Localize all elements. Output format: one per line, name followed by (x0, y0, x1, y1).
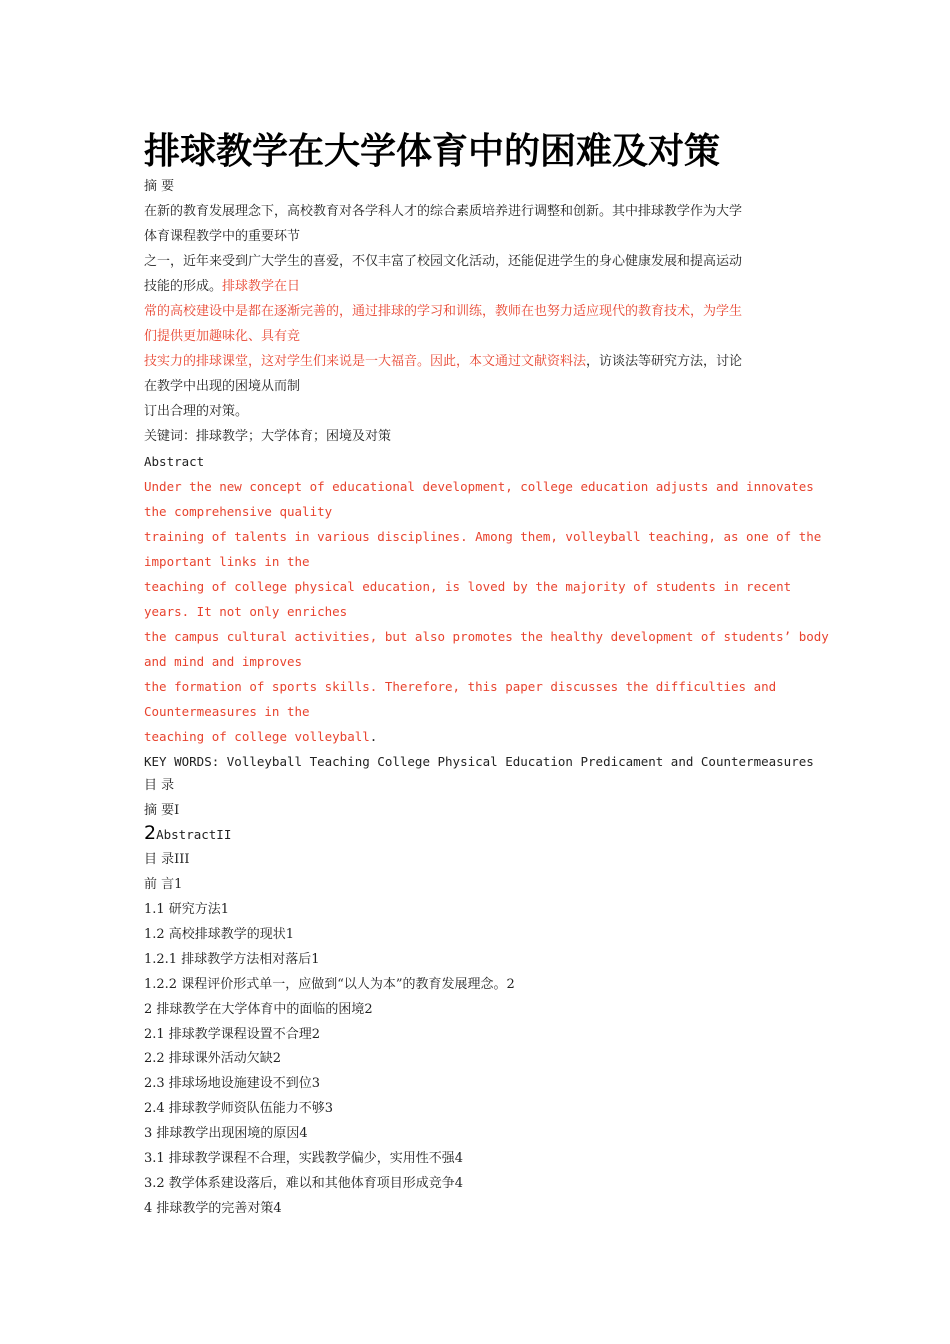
abstract-en-line: years. It not only enriches (144, 604, 348, 619)
toc-entry: 2.4 排球教学师资队伍能力不够3 (144, 1101, 334, 1116)
toc-entry: 目 录III (144, 852, 190, 867)
abstract-en-line: the comprehensive quality (144, 504, 333, 519)
abstract-cn-line (144, 353, 824, 371)
toc-entry: 1.2 高校排球教学的现状1 (144, 927, 295, 942)
abstract-cn-line: 之一，近年来受到广大学生的喜爱，不仅丰富了校园文化活动，还能促进学生的身心健康发展和提高运动 (144, 254, 743, 269)
abstract-en-line: Under the new concept of educational development, college education adjusts and innovates (144, 479, 814, 494)
abstract-en-text: . (369, 729, 378, 744)
page-title: 排球教学在大学体育中的困难及对策 (144, 131, 721, 172)
toc-entry: 2.3 排球场地设施建设不到位3 (144, 1076, 321, 1091)
abstract-cn-highlight: 常的高校建设中是都在逐渐完善的，通过排球的学习和训练，教师在也努力适应现代的教育技术，为学生 (144, 304, 743, 319)
abstract-en-line: training of talents in various disciplines. Among them, volleyball teaching, as one of the (144, 529, 822, 544)
abstract-cn-highlight: 技实力的排球课堂，这对学生们来说是一大福音。因此，本文通过文献资料法 (144, 354, 587, 369)
toc-entry: 3.1 排球教学课程不合理，实践教学偏少，实用性不强4 (144, 1151, 464, 1166)
toc-heading: 目 录 (144, 778, 175, 793)
abstract-cn-highlight: 们提供更加趣味化、具有竞 (144, 329, 301, 344)
abstract-en-heading: Abstract (144, 454, 205, 469)
abstract-en-highlight: teaching of college volleyball (144, 729, 370, 744)
toc-entry: 1.2.1 排球教学方法相对落后1 (144, 952, 320, 967)
abstract-cn-line: 在新的教育发展理念下，高校教育对各学科人才的综合素质培养进行调整和创新。其中排球教学作为大学 (144, 204, 743, 219)
abstract-cn-text: 技能的形成。 (144, 279, 223, 294)
toc-entry: 4 排球教学的完善对策4 (144, 1201, 282, 1216)
abstract-cn-line: 订出合理的对策。 (144, 404, 249, 419)
abstract-en-line: teaching of college physical education, is loved by the majority of students in recent (144, 579, 792, 594)
toc-entry-number: 2 (144, 822, 157, 844)
keywords-en: KEY WORDS: Volleyball Teaching College Physical Education Predicament and Countermeasures (144, 754, 814, 769)
abstract-cn-line: 体育课程教学中的重要环节 (144, 229, 301, 244)
abstract-en-line: Countermeasures in the (144, 704, 310, 719)
toc-entry: 3 排球教学出现困境的原因4 (144, 1126, 308, 1141)
abstract-cn-line (144, 278, 824, 296)
abstract-cn-text: ，访谈法等研究方法，讨论 (586, 354, 743, 369)
keywords-cn: 关键词：排球教学；大学体育；困境及对策 (144, 429, 392, 444)
abstract-en-line: and mind and improves (144, 654, 303, 669)
toc-entry-text: AbstractII (156, 827, 232, 842)
abstract-cn-line: 在教学中出现的困境从而制 (144, 379, 301, 394)
abstract-en-line: important links in the (144, 554, 310, 569)
abstract-heading: 摘 要 (144, 179, 175, 194)
toc-entry: 3.2 教学体系建设落后，难以和其他体育项目形成竞争4 (144, 1176, 464, 1191)
toc-entry: 1.2.2 课程评价形式单一，应做到“以人为本”的教育发展理念。2 (144, 977, 515, 992)
toc-entry: 2.2 排球课外活动欠缺2 (144, 1051, 282, 1066)
toc-entry: 摘 要I (144, 803, 180, 818)
abstract-en-line: the campus cultural activities, but also promotes the healthy development of students’ body (144, 629, 829, 644)
toc-entry: 前 言1 (144, 877, 183, 892)
abstract-en-line: the formation of sports skills. Therefore, this paper discusses the difficulties and (144, 679, 777, 694)
toc-entry (144, 824, 824, 845)
toc-entry: 2.1 排球教学课程设置不合理2 (144, 1027, 321, 1042)
abstract-en-line (144, 728, 824, 746)
abstract-cn-highlight: 排球教学在日 (222, 279, 301, 294)
toc-entry: 2 排球教学在大学体育中的面临的困境2 (144, 1002, 373, 1017)
toc-entry: 1.1 研究方法1 (144, 902, 230, 917)
